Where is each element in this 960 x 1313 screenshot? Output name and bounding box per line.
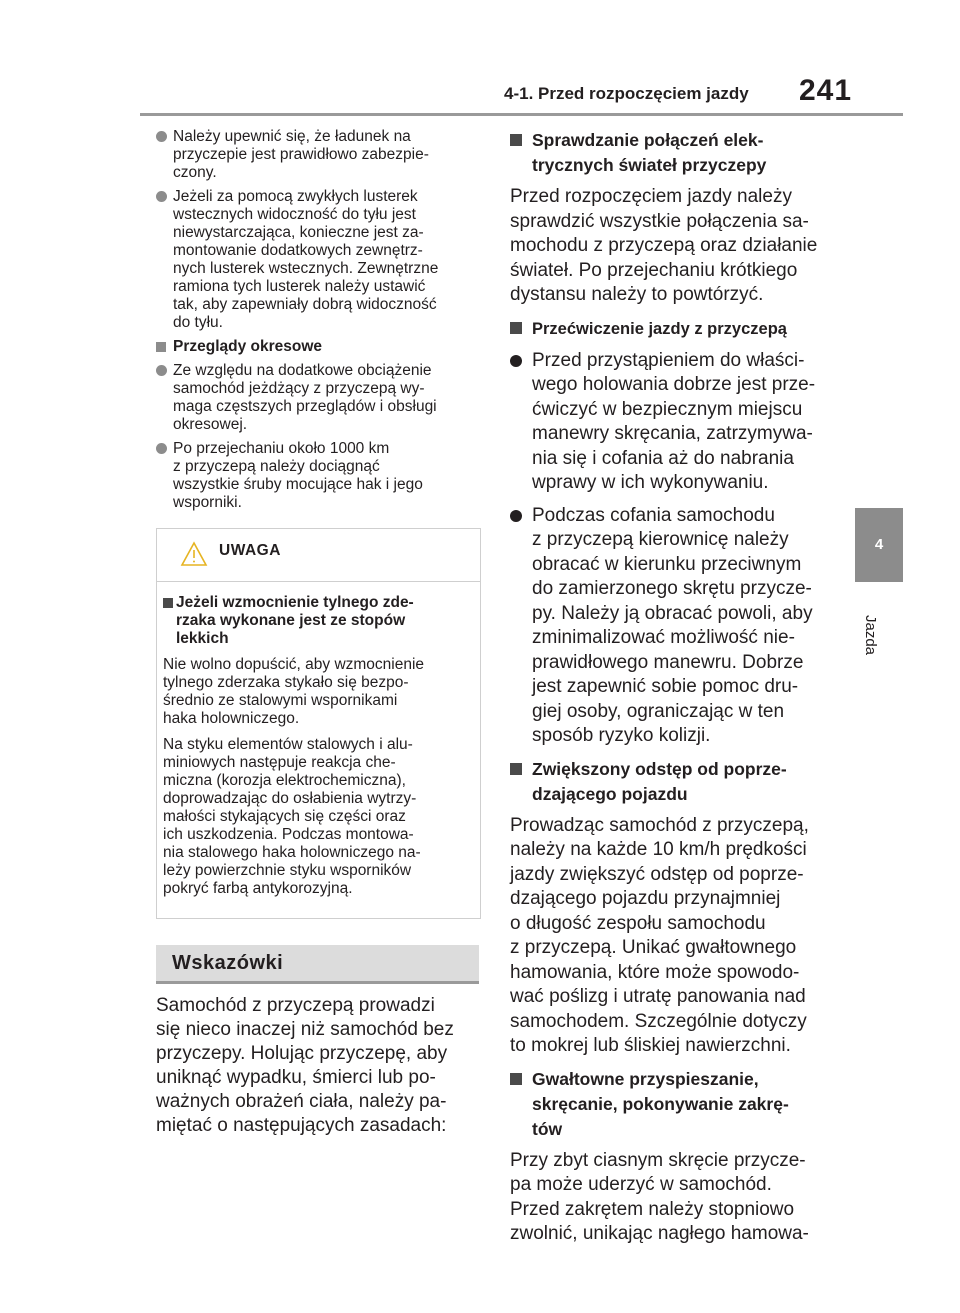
warning-triangle-icon xyxy=(180,541,208,567)
square-bullet-icon xyxy=(510,134,522,146)
list-item xyxy=(156,362,484,434)
section-title: 4-1. Przed rozpoczęciem jazdy xyxy=(504,84,749,103)
hints-text: Samochód z przyczepą prowadzi się nieco inaczej niż samochód bez przyczepy. Holując przyczepę, aby uniknąć wypadku, śmierci lub po- ważnych obrażeń ciała, należy pa- miętać o następujących zasadach: xyxy=(156,995,454,1136)
section-heading xyxy=(510,757,832,807)
warning-paragraph: Na styku elementów stalowych i alu- miniowych następuje reakcja che- miczna (korozja elektrochemiczna), doprowadzając do osłabienia wytrzy- małości stykających się części oraz ich uszkodzenia. Podczas montowa- nia stalowego haka holowniczego na- leży powierzchnie styku wsporników pokryć farbą antykorozyjną. xyxy=(163,736,421,897)
warning-title: UWAGA xyxy=(219,542,281,559)
bullet-icon xyxy=(510,355,522,367)
bullet-icon xyxy=(156,131,167,142)
header-rule xyxy=(140,113,903,116)
warning-box xyxy=(156,528,481,919)
chapter-tab: 4 xyxy=(855,508,903,582)
bullet-icon xyxy=(156,191,167,202)
warning-paragraph: Nie wolno dopuścić, aby wzmocnienie tylnego zderzaka stykało się bezpo- średnio ze stalowymi wspornikami haka holowniczego. xyxy=(163,656,425,727)
square-bullet-icon xyxy=(510,1073,522,1085)
hints-title: Wskazówki xyxy=(172,952,284,974)
section-heading-text: Gwałtowne przyspieszanie, skręcanie, pokonywanie zakrę- tów xyxy=(532,1068,789,1139)
list-item xyxy=(156,440,484,512)
square-bullet-icon xyxy=(156,342,166,352)
section-heading xyxy=(510,316,832,342)
list-item xyxy=(510,349,832,496)
list-item-text: Po przejechaniu około 1000 km z przyczepą należy dociągnąć wszystkie śruby mocujące hak i jego wsporniki. xyxy=(173,440,423,511)
paragraph: Przed rozpoczęciem jazdy należy sprawdzić wszystkie połączenia sa- mochodu z przyczepą oraz działanie świateł. Po przejechaniu krótkiego dystansu należy to powtórzyć. xyxy=(510,186,818,305)
warning-subheading-text: Jeżeli wzmocnienie tylnego zde- rzaka wykonane jest ze stopów lekkich xyxy=(176,594,414,647)
hints-header xyxy=(156,945,479,984)
square-bullet-icon xyxy=(163,598,173,608)
list-item-text: Podczas cofania samochodu z przyczepą kierownicę należy obracać w kierunku przeciwnym do zamierzonego skrętu przycze- py. Należy ją obracać powoli, aby zminimalizować możliwość nie- prawidłowego manewru. Dobrze jest zapewnić sobie pomoc dru- giej osoby, ograniczając w ten sposób ryzyko kolizji. xyxy=(532,504,813,746)
section-heading-text: Zwiększony odstęp od poprze- dzającego pojazdu xyxy=(532,758,787,804)
paragraph: Przy zbyt ciasnym skręcie przycze- pa może uderzyć w samochód. Przed zakrętem należy stopniowo zwolnić, unikając nagłego hamowa- xyxy=(510,1149,809,1244)
bullet-icon xyxy=(510,510,522,522)
bullet-icon xyxy=(156,443,167,454)
list-item xyxy=(156,188,484,332)
section-heading xyxy=(510,128,832,178)
list-item xyxy=(156,128,484,182)
bullet-icon xyxy=(156,365,167,376)
chapter-tab-label: Jazda xyxy=(862,615,879,656)
list-item-text: Przed przystąpieniem do właści- wego holowania dobrze jest prze- ćwiczyć w bezpiecznym miejscu manewry skręcania, zatrzymywa- nia się i cofania aż do nabrania wprawy w ich wykonywaniu. xyxy=(532,349,816,493)
section-heading-text: Przeglądy okresowe xyxy=(173,338,323,355)
left-column xyxy=(156,128,484,1138)
section-heading xyxy=(510,1067,832,1142)
square-bullet-icon xyxy=(510,322,522,334)
page-number: 241 xyxy=(799,74,853,107)
warning-header xyxy=(157,529,480,582)
list-item-text: Ze względu na dodatkowe obciążenie samochód jeżdżący z przyczepą wy- maga częstszych przeglądów i obsługi okresowej. xyxy=(173,362,437,433)
square-bullet-icon xyxy=(510,763,522,775)
right-column xyxy=(510,128,832,1255)
warning-body xyxy=(157,582,480,898)
section-heading-text: Sprawdzanie połączeń elek- trycznych świateł przyczepy xyxy=(532,130,767,175)
paragraph: Prowadząc samochód z przyczepą, należy na każde 10 km/h prędkości jazdy zwiększyć odstęp od poprze- dzającego pojazdu przynajmniej o długość zespołu samochodu z przyczepą. Unikać gwałtownego hamowania, które może spowodo- wać poślizg i utratę panowania nad samochodem. Szczególnie dotyczy to mokrej lub śliskiej nawierzchni. xyxy=(510,814,809,1056)
list-item xyxy=(510,504,832,749)
list-item-text: Jeżeli za pomocą zwykłych lusterek wstecznych widoczność do tyłu jest niewystarczająca, konieczne jest za- montowanie dodatkowych zewnętrz- nych lusterek wstecznych. Zewnętrzne ramiona tych lusterek należy ustawić tak, aby zapewniały dobrą widoczność do tyłu. xyxy=(173,188,439,331)
warning-subheading xyxy=(163,594,474,648)
section-heading-text: Przećwiczenie jazdy z przyczepą xyxy=(532,319,787,338)
section-heading xyxy=(156,338,484,356)
list-item-text: Należy upewnić się, że ładunek na przyczepie jest prawidłowo zabezpie- czony. xyxy=(173,128,429,181)
